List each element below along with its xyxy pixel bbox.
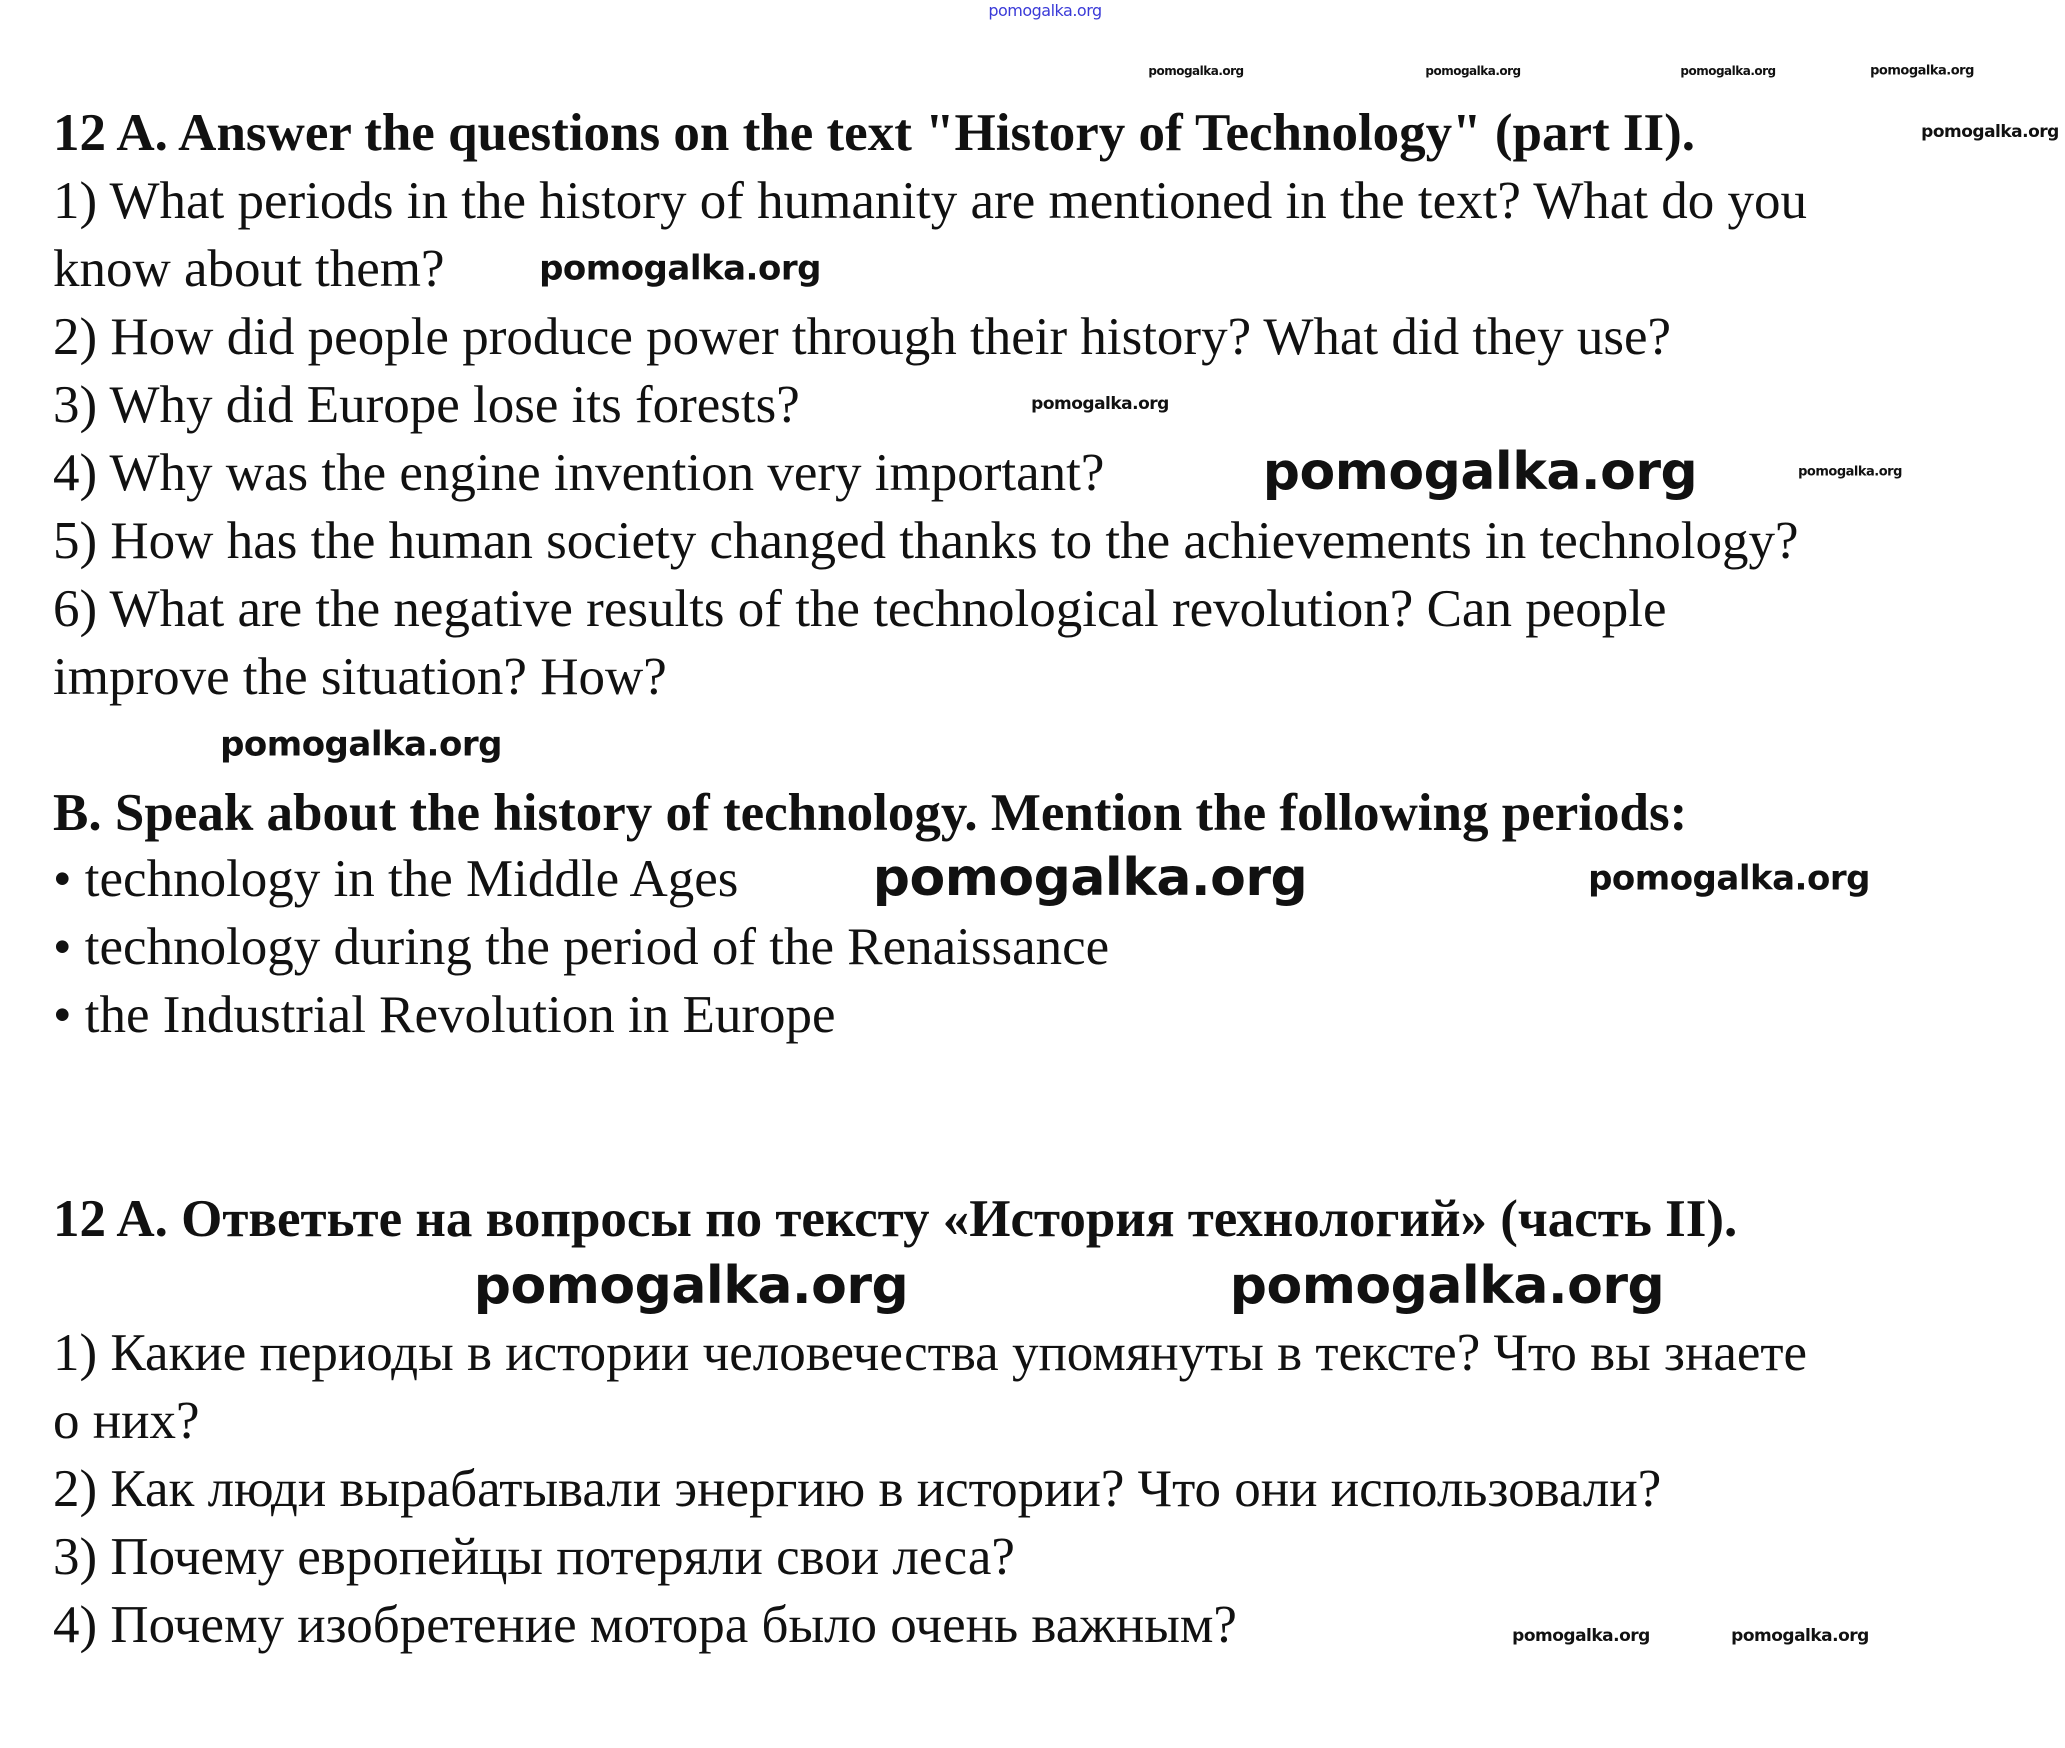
watermark: pomogalka.org bbox=[473, 1256, 909, 1317]
period-item: • technology in the Middle Ages bbox=[53, 850, 739, 908]
question-line: 3) Why did Europe lose its forests? bbox=[53, 376, 800, 434]
question-line-ru: о них? bbox=[53, 1392, 200, 1450]
section-a-heading: 12 A. Answer the questions on the text "History of Technology" (part II). bbox=[53, 104, 1696, 162]
question-line: know about them? bbox=[53, 240, 445, 298]
watermark: pomogalka.org bbox=[220, 724, 502, 765]
watermark: pomogalka.org bbox=[1229, 1256, 1665, 1317]
question-line-ru: 4) Почему изобретение мотора было очень важным? bbox=[53, 1596, 1237, 1654]
watermark: pomogalka.org bbox=[1921, 122, 2059, 143]
watermark: pomogalka.org bbox=[1798, 464, 1902, 480]
watermark: pomogalka.org bbox=[1588, 858, 1870, 899]
question-line-ru: 2) Как люди вырабатывали энергию в истории? Что они использовали? bbox=[53, 1460, 1662, 1518]
question-line: improve the situation? How? bbox=[53, 648, 667, 706]
watermark: pomogalka.org bbox=[1031, 394, 1169, 415]
watermark: pomogalka.org bbox=[539, 248, 821, 289]
question-line-ru: 3) Почему европейцы потеряли свои леса? bbox=[53, 1528, 1015, 1586]
watermark: pomogalka.org bbox=[1731, 1626, 1869, 1647]
watermark: pomogalka.org bbox=[1148, 64, 1244, 79]
question-line: 2) How did people produce power through their history? What did they use? bbox=[53, 308, 1672, 366]
watermark: pomogalka.org bbox=[1262, 442, 1698, 503]
watermark: pomogalka.org bbox=[1680, 64, 1776, 79]
question-line: 5) How has the human society changed thanks to the achievements in technology? bbox=[53, 512, 1799, 570]
watermark: pomogalka.org bbox=[988, 0, 1102, 20]
period-item: • technology during the period of the Renaissance bbox=[53, 918, 1110, 976]
watermark: pomogalka.org bbox=[1870, 63, 1974, 79]
section-b-heading: B. Speak about the history of technology. Mention the following periods: bbox=[53, 784, 1688, 842]
question-line: 1) What periods in the history of humanity are mentioned in the text? What do you bbox=[53, 172, 1807, 230]
section-a-ru-heading: 12 A. Ответьте на вопросы по тексту «История технологий» (часть II). bbox=[53, 1190, 1738, 1248]
watermark: pomogalka.org bbox=[1425, 64, 1521, 79]
question-line-ru: 1) Какие периоды в истории человечества упомянуты в тексте? Что вы знаете bbox=[53, 1324, 1808, 1382]
watermark: pomogalka.org bbox=[1512, 1626, 1650, 1647]
watermark: pomogalka.org bbox=[872, 848, 1308, 909]
question-line: 4) Why was the engine invention very important? bbox=[53, 444, 1105, 502]
period-item: • the Industrial Revolution in Europe bbox=[53, 986, 836, 1044]
question-line: 6) What are the negative results of the technological revolution? Can people bbox=[53, 580, 1667, 638]
